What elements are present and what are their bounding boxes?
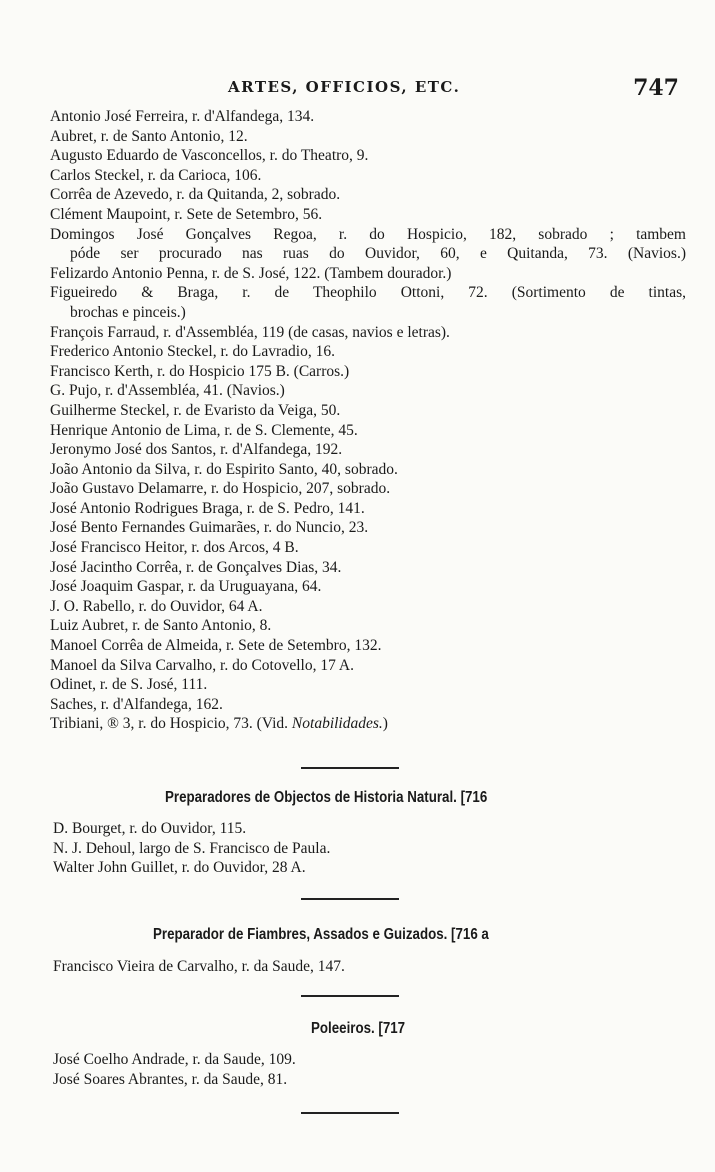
page-number: 747	[633, 75, 679, 101]
list-item: Francisco Kerth, r. do Hospicio 175 B. (Carros.)	[50, 362, 350, 380]
directory-list	[50, 107, 686, 734]
list-item: Clément Maupoint, r. Sete de Setembro, 56.	[50, 205, 323, 223]
list-item-wrapped	[50, 225, 686, 264]
section-divider	[301, 767, 399, 769]
section-divider	[301, 1112, 399, 1114]
list-item: Antonio José Ferreira, r. d'Alfandega, 134.	[50, 108, 315, 125]
list-item: Henrique Antonio de Lima, r. de S. Clemente, 45.	[50, 421, 358, 439]
list-item: Jeronymo José dos Santos, r. d'Alfandega, 192.	[50, 441, 343, 459]
section-divider	[301, 898, 399, 900]
list-item-tail: )	[382, 715, 388, 733]
list-item: D. Bourget, r. do Ouvidor, 115.	[53, 820, 247, 837]
list-item: Guilherme Steckel, r. de Evaristo da Veiga, 50.	[50, 401, 341, 419]
section-divider	[301, 995, 399, 997]
list-item: Luiz Aubret, r. de Santo Antonio, 8.	[50, 617, 272, 635]
section-heading: Preparador de Fiambres, Assados e Guizados. [716 a	[153, 926, 489, 943]
list-item: François Farraud, r. d'Assembléa, 119 (de casas, navios e letras).	[50, 323, 450, 341]
cross-reference: Notabilidades.	[291, 715, 383, 733]
list-item: Carlos Steckel, r. da Carioca, 106.	[50, 166, 262, 184]
list-item: José Francisco Heitor, r. dos Arcos, 4 B.	[50, 539, 299, 557]
list-item: Walter John Guillet, r. do Ouvidor, 28 A.	[53, 859, 306, 877]
list-item: José Soares Abrantes, r. da Saude, 81.	[53, 1070, 288, 1088]
list-item-line: Domingos José Gonçalves Regoa, r. do Hospicio, 182, sobrado ; tambem	[50, 225, 686, 243]
list-item: Aubret, r. de Santo Antonio, 12.	[50, 127, 248, 145]
running-title: ARTES, OFFICIOS, ETC.	[228, 78, 461, 96]
list-item: Manoel da Silva Carvalho, r. do Cotovello, 17 A.	[50, 656, 354, 674]
section-list	[53, 1050, 673, 1089]
list-item: Francisco Vieira de Carvalho, r. da Saude, 147.	[53, 958, 345, 975]
list-item: Augusto Eduardo de Vasconcellos, r. do Theatro, 9.	[50, 147, 369, 165]
section-heading: Preparadores de Objectos de Historia Natural. [716	[165, 789, 488, 806]
list-item-wrapped	[50, 283, 686, 322]
list-item: G. Pujo, r. d'Assembléa, 41. (Navios.)	[50, 382, 285, 400]
list-item: José Joaquim Gaspar, r. da Uruguayana, 64.	[50, 578, 322, 596]
list-item: José Coelho Andrade, r. da Saude, 109.	[53, 1051, 296, 1068]
list-item: N. J. Dehoul, largo de S. Francisco de Paula.	[53, 839, 331, 857]
list-item: Frederico Antonio Steckel, r. do Lavradio, 16.	[50, 343, 335, 361]
list-item: Corrêa de Azevedo, r. da Quitanda, 2, sobrado.	[50, 186, 341, 204]
list-item: J. O. Rabello, r. do Ouvidor, 64 A.	[50, 597, 263, 615]
list-item: José Jacintho Corrêa, r. de Gonçalves Dias, 34.	[50, 558, 342, 576]
list-item: José Antonio Rodrigues Braga, r. de S. Pedro, 141.	[50, 499, 365, 517]
list-item-continuation: brochas e pinceis.)	[70, 303, 186, 321]
list-item: Odinet, r. de S. José, 111.	[50, 676, 208, 694]
list-item: João Antonio da Silva, r. do Espirito Santo, 40, sobrado.	[50, 460, 398, 478]
list-item-line: Figueiredo & Braga, r. de Theophilo Ottoni, 72. (Sortimento de tintas,	[50, 284, 686, 302]
list-item: Felizardo Antonio Penna, r. de S. José, 122. (Tambem dourador.)	[50, 264, 452, 282]
section-list	[53, 819, 673, 878]
list-item-continuation: póde ser procurado nas ruas do Ouvidor, 60, e Quitanda, 73. (Navios.)	[70, 245, 686, 263]
list-item: João Gustavo Delamarre, r. do Hospicio, 207, sobrado.	[50, 480, 391, 498]
list-item: Saches, r. d'Alfandega, 162.	[50, 695, 223, 713]
list-item: Manoel Corrêa de Almeida, r. Sete de Setembro, 132.	[50, 637, 382, 655]
list-item-text: Tribiani, ® 3, r. do Hospicio, 73. (Vid.	[50, 715, 292, 733]
list-item: José Bento Fernandes Guimarães, r. do Nuncio, 23.	[50, 519, 369, 537]
section-heading: Poleeiros. [717	[311, 1020, 406, 1037]
page-header	[0, 75, 715, 102]
section-list	[53, 957, 673, 977]
list-item-last	[50, 714, 686, 734]
